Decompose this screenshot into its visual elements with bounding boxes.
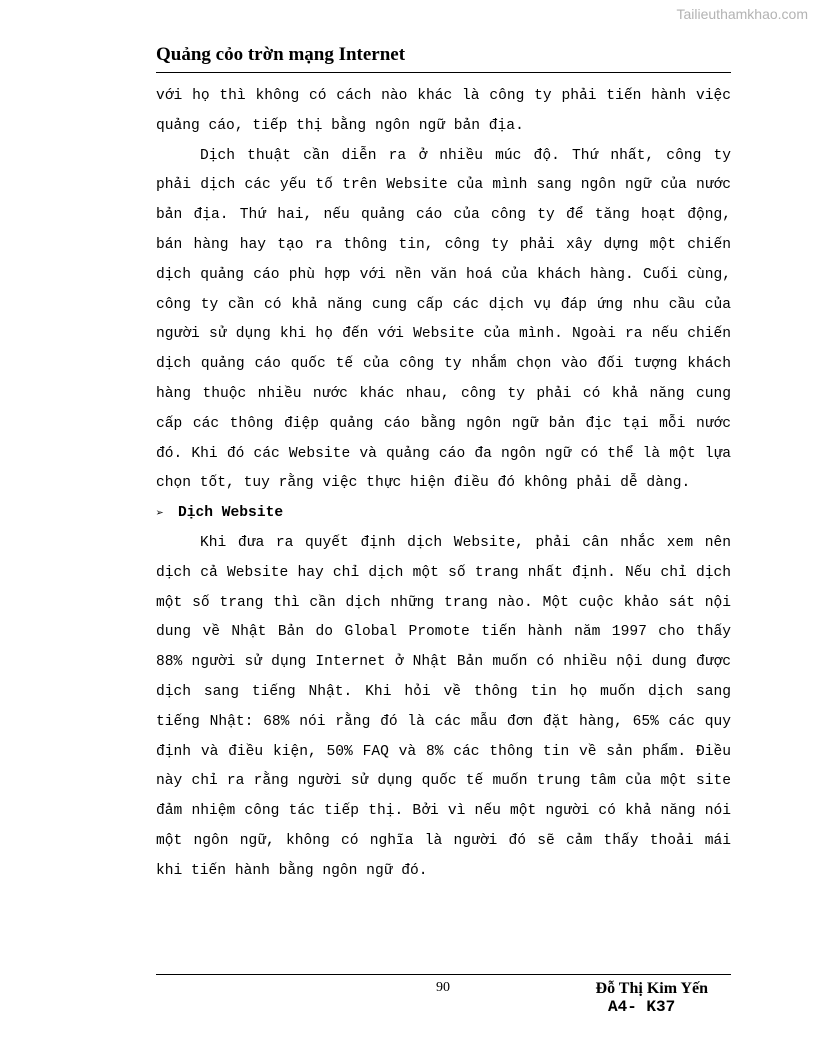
- header-divider: [156, 72, 731, 73]
- arrow-bullet-icon: ➢: [156, 506, 164, 522]
- paragraph-continuation: với họ thì không có cách nào khác là công ty phải tiến hành việc quảng cáo, tiếp thị bằng ngôn ngữ bản địa.: [156, 88, 731, 134]
- page-header-title: Quảng cỏo trờn mạng Internet: [156, 44, 406, 65]
- section-heading-label: Dịch Website: [178, 505, 284, 522]
- paragraph-translation-levels: Dịch thuật cần diễn ra ở nhiều múc độ. Thứ nhất, công ty phải dịch các yếu tố trên Website của mình sang ngôn ngữ của nước bản địa. Thứ hai, nếu quảng cáo của công ty để tăng hoạt động, bán hàng hay tạo ra thông tin, công ty phải xây dựng một chiến dịch quảng cáo phù hợp với nền văn hoá của khách hàng. Cuối cùng, công ty cần có khả năng cung cấp các dịch vụ đáp ứng nhu cầu của người sử dụng khi họ đến với Website của mình. Ngoài ra nếu chiến dịch quảng cáo quốc tế của công ty nhắm chọn vào đối tượng khách hàng thuộc nhiều nước khác nhau, công ty phải có khả năng cung cấp các thông điệp quảng cáo bằng ngôn ngữ bản địc tại mỗi nước đó. Khi đó các Website và quảng cáo đa ngôn ngữ có thể là một lựa chọn tốt, tuy rằng việc thực hiện điều đó không phải dễ dàng.: [156, 147, 731, 492]
- paragraph-website-translation: Khi đưa ra quyết định dịch Website, phải cân nhắc xem nên dịch cả Website hay chỉ dịch một số trang nhất định. Nếu chỉ dịch một số trang thì cần dịch những trang nào. Một cuộc khảo sát nội dung về Nhật Bản do Global Promote tiến hành năm 1997 cho thấy 88% người sử dụng Internet ở Nhật Bản muốn có nhiều nội dung được dịch sang tiếng Nhật. Khi hỏi về thông tin họ muốn dịch sang tiếng Nhật: 68% nói rằng đó là các mẫu đơn đặt hàng, 65% các quy định và điều kiện, 50% FAQ và 8% các thông tin về sản phẩm. Điều này chỉ ra rằng người sử dụng quốc tế muốn trung tâm của một site đảm nhiệm công tác tiếp thị. Bởi vì nếu một người có khả năng nói một ngôn ngữ, không có nghĩa là người đó sẽ cảm thấy thoải mái khi tiến hành bằng ngôn ngữ đó.: [156, 534, 731, 879]
- author-name: Đỗ Thị Kim Yến: [595, 980, 708, 997]
- author-class: A4- K37: [608, 998, 676, 1016]
- section-heading: [156, 499, 731, 529]
- watermark: Tailieuthamkhao.com: [676, 6, 808, 22]
- footer-divider: [156, 974, 731, 975]
- page-number: 90: [436, 980, 450, 995]
- document-body: [156, 82, 731, 887]
